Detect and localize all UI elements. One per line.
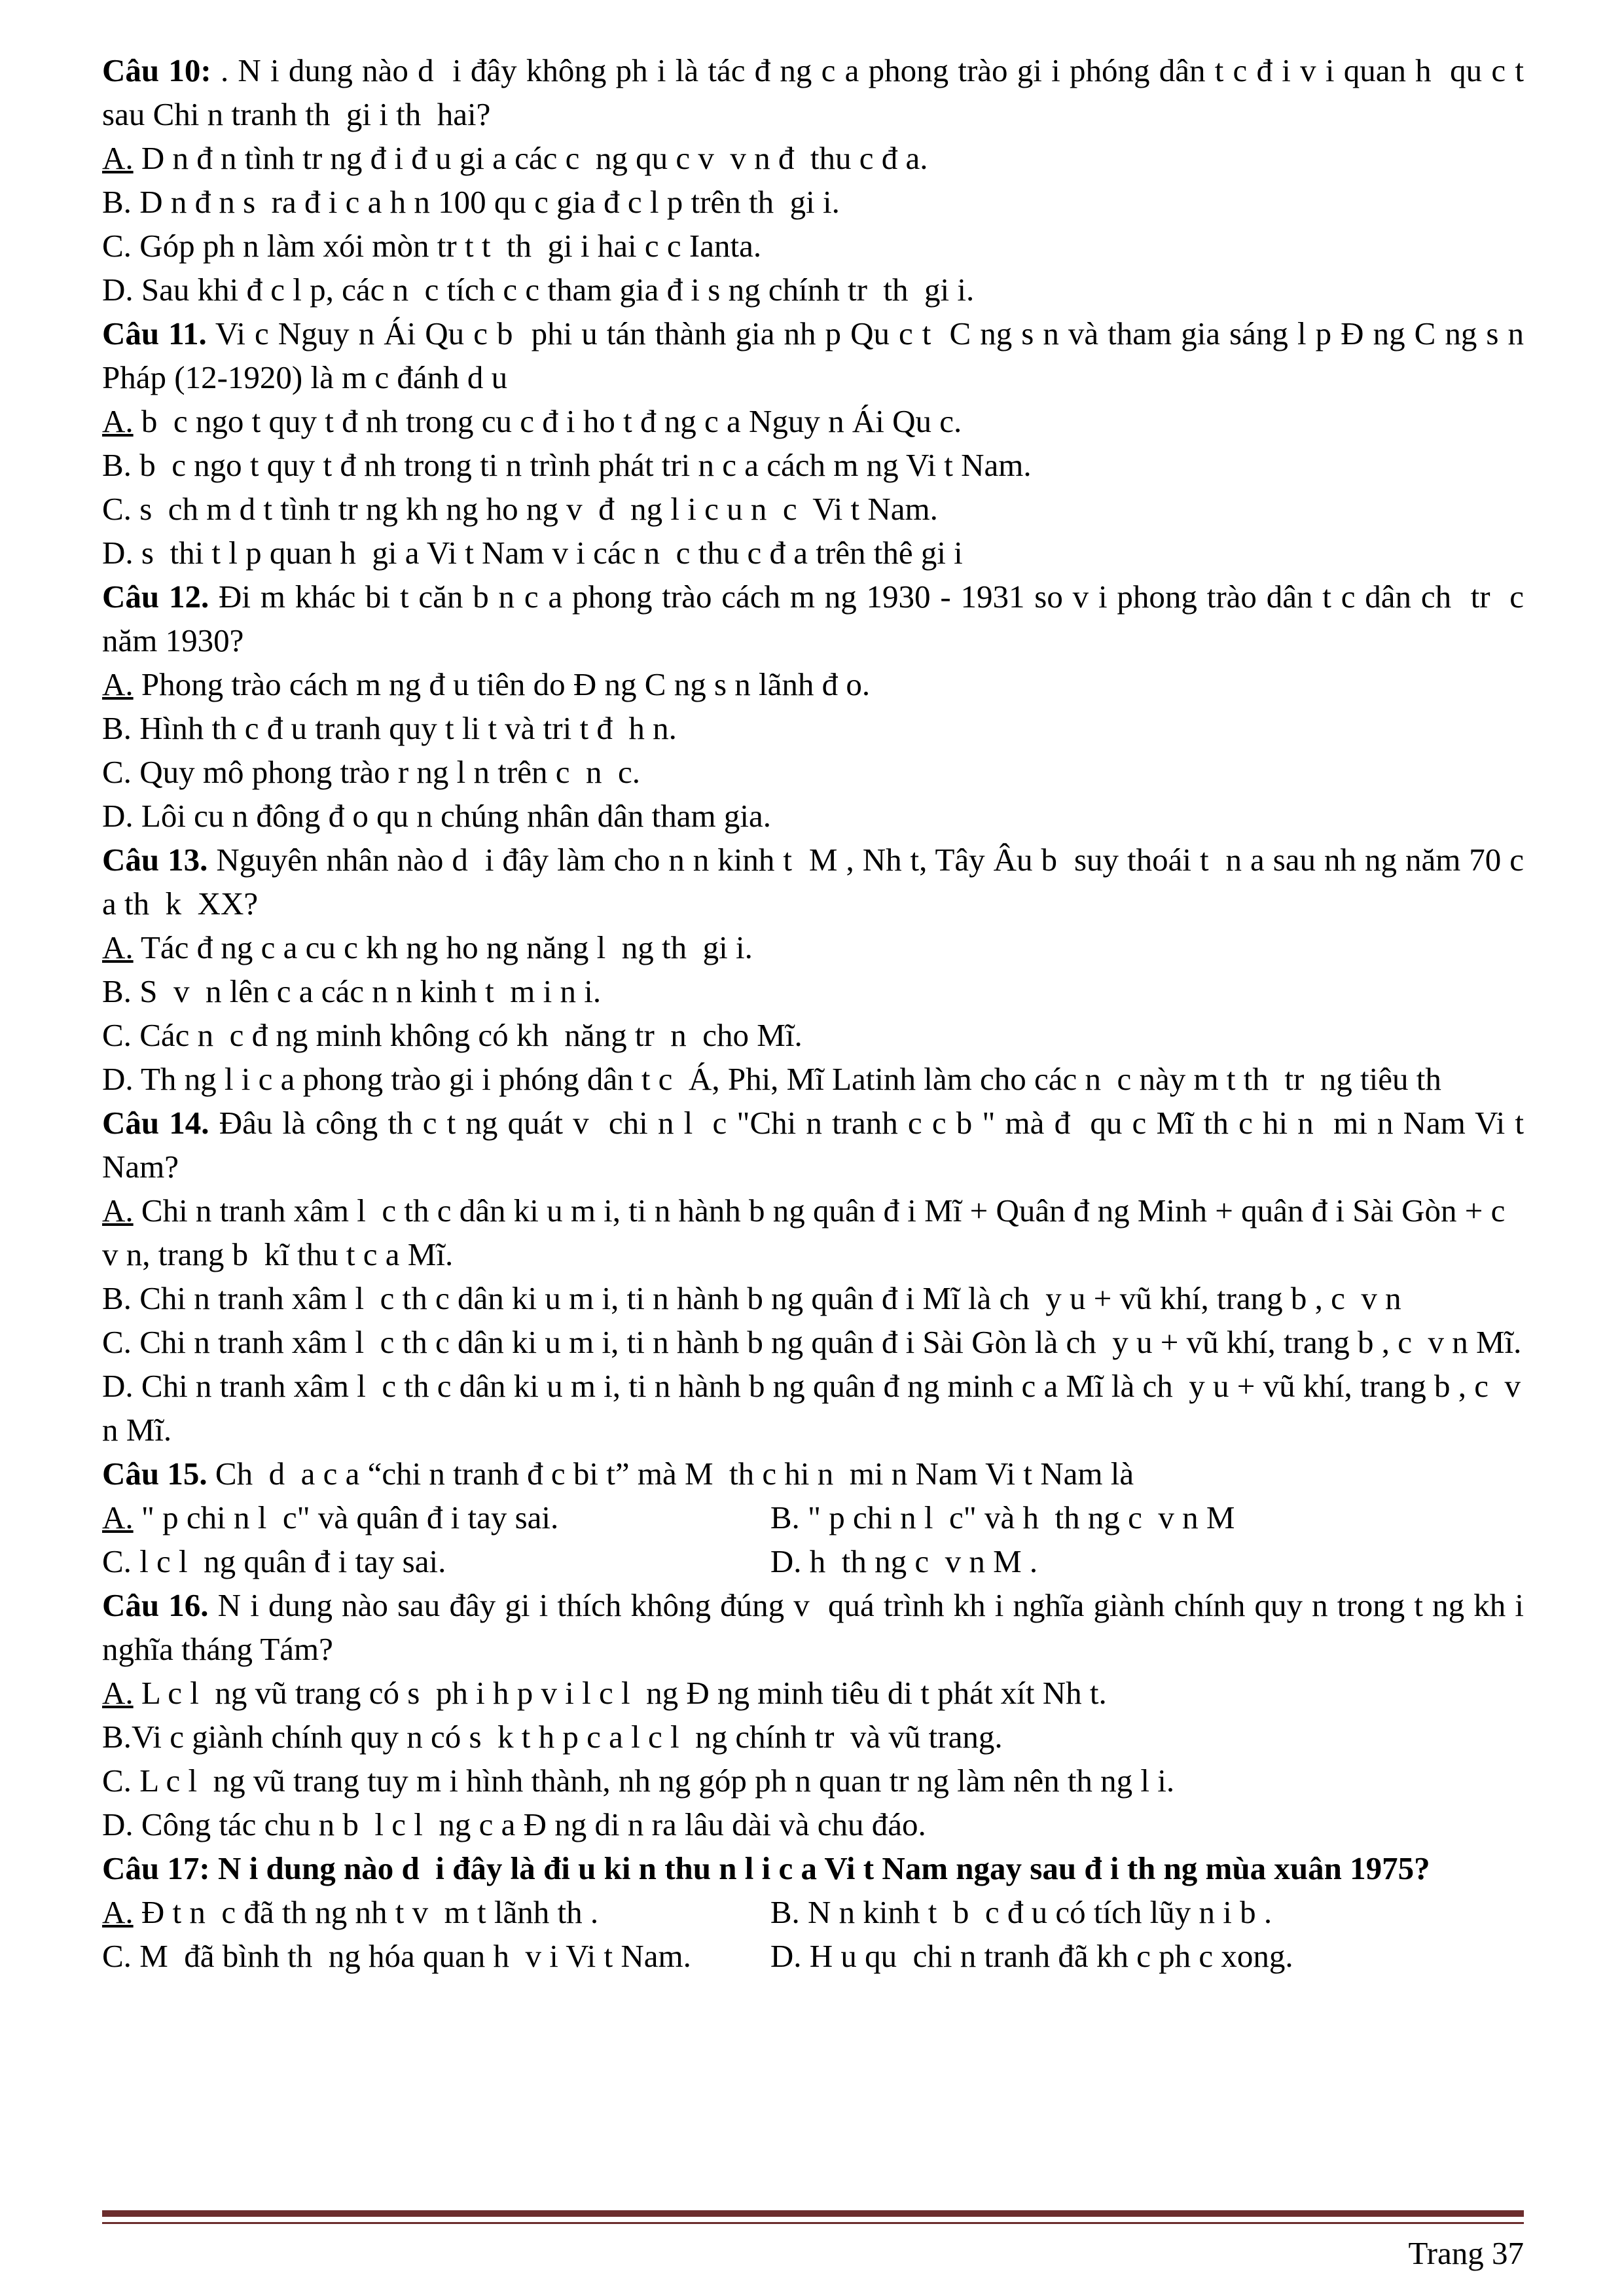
option <box>102 447 1032 483</box>
questions-container <box>102 48 1540 1978</box>
option-label: C. <box>102 1543 132 1579</box>
option-text: Vi c giành chính quy n có s k t h p c a l c l ng chính tr và vũ trang. <box>131 1719 1003 1755</box>
option-text: M đã bình th ng hóa quan h v i Vi t Nam. <box>131 1938 691 1974</box>
option-text: Sau khi đ c l p, các n c tích c c tham gia đ i s ng chính tr th gi i. <box>133 272 975 308</box>
question-block <box>102 312 1532 575</box>
option-text: b c ngo t quy t đ nh trong cu c đ i ho t đ ng c a Nguy n Ái Qu c. <box>133 403 962 439</box>
question-text: Vi c Nguy n Ái Qu c b phi u tán thành gia nh p Qu c t C ng s n và tham gia sáng l p Đ ng C ng s n Pháp (12-1920) là m c đánh d u <box>102 315 1532 395</box>
option-label: D. <box>102 1368 134 1404</box>
option-row <box>102 1276 1524 1320</box>
option <box>102 1719 1003 1755</box>
option <box>102 184 840 220</box>
option-text: L c l ng vũ trang có s ph i h p v i l c l ng Đ ng minh tiêu di t phát xít Nh t. <box>133 1675 1107 1711</box>
option-label: D. <box>102 798 134 834</box>
question <box>102 1101 1532 1189</box>
question-number: Câu 10: <box>102 52 211 88</box>
option-row <box>102 1057 1524 1101</box>
option-text: l c l ng quân đ i tay sai. <box>131 1543 446 1579</box>
option-row <box>102 1013 1524 1057</box>
question-text: N i dung nào sau đây gi i thích không đúng v quá trình kh i nghĩa giành chính quy n trong t ng kh i nghĩa tháng Tám? <box>102 1587 1532 1667</box>
option-label: B. <box>770 1499 800 1535</box>
option <box>102 1496 770 1539</box>
option <box>102 798 771 834</box>
question-text: N i dung nào d i đây là đi u ki n thu n l i c a Vi t Nam ngay sau đ i th ng mùa xuân 1975? <box>209 1850 1430 1886</box>
question-block <box>102 1452 1524 1583</box>
question-block <box>102 838 1532 1101</box>
option-text: Quy mô phong trào r ng l n trên c n c. <box>131 754 640 790</box>
option-row <box>102 399 1524 443</box>
option-row <box>102 268 1524 312</box>
option <box>770 1496 1524 1539</box>
question-text: Nguyên nhân nào d i đây làm cho n n kinh t M , Nh t, Tây Âu b suy thoái t n a sau nh ng năm 70 c a th k XX? <box>102 842 1532 922</box>
question <box>102 48 1540 136</box>
option-row <box>102 487 1524 531</box>
option-label: D. <box>102 1061 134 1097</box>
option-row <box>102 224 1524 268</box>
option-text: H u qu chi n tranh đã kh c ph c xong. <box>801 1938 1293 1974</box>
option-row <box>102 1496 1524 1539</box>
option-label: C. <box>102 228 132 264</box>
option <box>770 1934 1524 1978</box>
option <box>102 1017 803 1053</box>
question-text: Đi m khác bi t căn b n c a phong trào cách m ng 1930 - 1931 so v i phong trào dân t c dân ch tr c năm 1930? <box>102 579 1532 658</box>
question <box>102 575 1532 662</box>
page-number: Trang 37 <box>1408 2235 1524 2271</box>
option-row <box>102 443 1524 487</box>
option-row <box>102 1934 1524 1978</box>
page-footer <box>102 2210 1524 2274</box>
option-row <box>102 1539 1524 1583</box>
option-text: L c l ng vũ trang tuy m i hình thành, nh ng góp ph n quan tr ng làm nên th ng l i. <box>131 1763 1175 1799</box>
option <box>102 1324 1521 1360</box>
option <box>102 973 601 1009</box>
question-number: Câu 11. <box>102 315 207 351</box>
question-number: Câu 15. <box>102 1456 208 1492</box>
option-row <box>102 794 1524 838</box>
option-label: B. <box>102 447 132 483</box>
option-label: D. <box>102 535 134 571</box>
option-label: B. <box>102 973 132 1009</box>
option <box>102 1763 1174 1799</box>
option-label: D. <box>102 272 134 308</box>
option-row <box>102 706 1524 750</box>
option-text: S v n lên c a các n n kinh t m i n i. <box>131 973 602 1009</box>
option <box>102 1890 770 1934</box>
option <box>102 140 928 176</box>
option-label: A. <box>102 1894 134 1930</box>
option-text: Tác đ ng c a cu c kh ng ho ng năng l ng th gi i. <box>133 929 753 965</box>
option-text: Lôi cu n đông đ o qu n chúng nhân dân tham gia. <box>133 798 772 834</box>
option <box>770 1890 1524 1934</box>
option <box>102 1539 770 1583</box>
option-text: " p chi n l c" và h th ng c v n M <box>799 1499 1235 1535</box>
option-label: C. <box>102 754 132 790</box>
option-label: A. <box>102 929 134 965</box>
option-label: D. <box>770 1543 802 1579</box>
option-row <box>102 1364 1529 1452</box>
option-row <box>102 750 1524 794</box>
option-text: Phong trào cách m ng đ u tiên do Đ ng C ng s n lãnh đ o. <box>133 666 871 702</box>
option-label: C. <box>102 491 132 527</box>
option-text: Góp ph n làm xói mòn tr t t th gi i hai c c Ianta. <box>131 228 762 264</box>
option-row <box>102 969 1524 1013</box>
option <box>770 1539 1524 1583</box>
option <box>102 1368 1528 1448</box>
option-text: " p chi n l c" và quân đ i tay sai. <box>133 1499 559 1535</box>
option <box>102 1061 1449 1097</box>
option-row <box>102 180 1524 224</box>
option-row <box>102 925 1524 969</box>
option-text: D n đ n tình tr ng đ i đ u gi a các c ng qu c v v n đ thu c đ a. <box>133 140 928 176</box>
option <box>102 666 870 702</box>
question <box>102 1452 1524 1496</box>
question-text: Ch d a c a “chi n tranh đ c bi t” mà M th c hi n mi n Nam Vi t Nam là <box>207 1456 1134 1492</box>
question-block <box>102 1101 1532 1452</box>
option-row <box>102 531 1524 575</box>
question-number: Câu 12. <box>102 579 209 615</box>
question <box>102 1846 1524 1890</box>
option-label: A. <box>102 666 134 702</box>
question-number: Câu 17: <box>102 1850 210 1886</box>
option-label: A. <box>102 1675 134 1711</box>
option-row <box>102 136 1524 180</box>
option-label: B. <box>102 184 132 220</box>
option-text: b c ngo t quy t đ nh trong ti n trình phát tri n c a cách m ng Vi t Nam. <box>131 447 1032 483</box>
option-label: D. <box>770 1938 802 1974</box>
option-text: h th ng c v n M . <box>801 1543 1038 1579</box>
option <box>102 272 974 308</box>
option-text: Công tác chu n b l c l ng c a Đ ng di n ra lâu dài và chu đáo. <box>133 1806 926 1842</box>
question-block <box>102 575 1532 838</box>
question-number: Câu 14. <box>102 1105 209 1141</box>
option-text: Chi n tranh xâm l c th c dân ki u m i, ti n hành b ng quân đ i Mĩ là ch y u + vũ khí, trang b , c v n <box>131 1280 1401 1316</box>
option <box>102 403 962 439</box>
option <box>102 710 677 746</box>
option <box>102 491 938 527</box>
option <box>102 1934 770 1978</box>
option-text: Chi n tranh xâm l c th c dân ki u m i, ti n hành b ng quân đ i Sài Gòn là ch y u + vũ khí, trang b , c v n Mĩ. <box>131 1324 1522 1360</box>
option <box>102 1280 1401 1316</box>
option-label: B. <box>770 1894 800 1930</box>
option-label: B. <box>102 1719 132 1755</box>
option <box>102 1806 926 1842</box>
footer-rule-thick <box>102 2210 1524 2217</box>
option-text: Hình th c đ u tranh quy t li t và tri t đ h n. <box>131 710 677 746</box>
document-page <box>102 48 1540 1978</box>
option-text: Chi n tranh xâm l c th c dân ki u m i, ti n hành b ng quân đ i Mĩ + Quân đ ng Minh + quân đ i Sài Gòn + c v n, trang b kĩ thu t c a Mĩ. <box>102 1193 1521 1272</box>
option-label: C. <box>102 1938 132 1974</box>
option-row <box>102 1803 1524 1846</box>
question <box>102 312 1532 399</box>
question-block <box>102 1846 1524 1978</box>
option <box>102 929 753 965</box>
option-row <box>102 1320 1524 1364</box>
option-text: D n đ n s ra đ i c a h n 100 qu c gia đ c l p trên th gi i. <box>131 184 840 220</box>
option-text: Các n c đ ng minh không có kh năng tr n cho Mĩ. <box>131 1017 803 1053</box>
footer-rule-thin <box>102 2222 1524 2224</box>
option-label: B. <box>102 710 132 746</box>
option-label: A. <box>102 1193 134 1229</box>
option <box>102 1193 1521 1272</box>
option-text: Th ng l i c a phong trào gi i phóng dân t c Á, Phi, Mĩ Latinh làm cho các n c này m t th tr ng tiêu th <box>133 1061 1450 1097</box>
option-text: N n kinh t b c đ u có tích lũy n i b . <box>799 1894 1272 1930</box>
question-number: Câu 16. <box>102 1587 209 1623</box>
option-label: C. <box>102 1763 132 1799</box>
question-text: Đâu là công th c t ng quát v chi n l c "Chi n tranh c c b " mà đ qu c Mĩ th c hi n mi n Nam Vi t Nam? <box>102 1105 1532 1185</box>
option-row <box>102 1189 1524 1276</box>
option-row <box>102 1759 1524 1803</box>
option-row <box>102 1890 1524 1934</box>
question-text: . N i dung nào d i đây không ph i là tác đ ng c a phong trào gi i phóng dân t c đ i v i quan h qu c t sau Chi n tranh th gi i th hai? <box>102 52 1540 132</box>
option-row <box>102 1671 1524 1715</box>
option-row <box>102 1715 1524 1759</box>
option-text: Đ t n c đã th ng nh t v m t lãnh th . <box>133 1894 599 1930</box>
question <box>102 1583 1532 1671</box>
option <box>102 754 640 790</box>
option <box>102 228 761 264</box>
option <box>102 535 963 571</box>
question <box>102 838 1532 925</box>
question-number: Câu 13. <box>102 842 208 878</box>
option <box>102 1675 1107 1711</box>
option-text: s thi t l p quan h gi a Vi t Nam v i các n c thu c đ a trên thê gi i <box>133 535 963 571</box>
option-label: A. <box>102 140 134 176</box>
option-label: A. <box>102 403 134 439</box>
option-label: C. <box>102 1324 132 1360</box>
option-label: D. <box>102 1806 134 1842</box>
option-label: A. <box>102 1499 134 1535</box>
option-text: s ch m d t tình tr ng kh ng ho ng v đ ng l i c u n c Vi t Nam. <box>131 491 938 527</box>
option-label: B. <box>102 1280 132 1316</box>
option-label: C. <box>102 1017 132 1053</box>
question-block <box>102 48 1540 312</box>
question-block <box>102 1583 1532 1846</box>
option-text: Chi n tranh xâm l c th c dân ki u m i, ti n hành b ng quân đ ng minh c a Mĩ là ch y u + vũ khí, trang b , c v n Mĩ. <box>102 1368 1529 1448</box>
option-row <box>102 662 1524 706</box>
